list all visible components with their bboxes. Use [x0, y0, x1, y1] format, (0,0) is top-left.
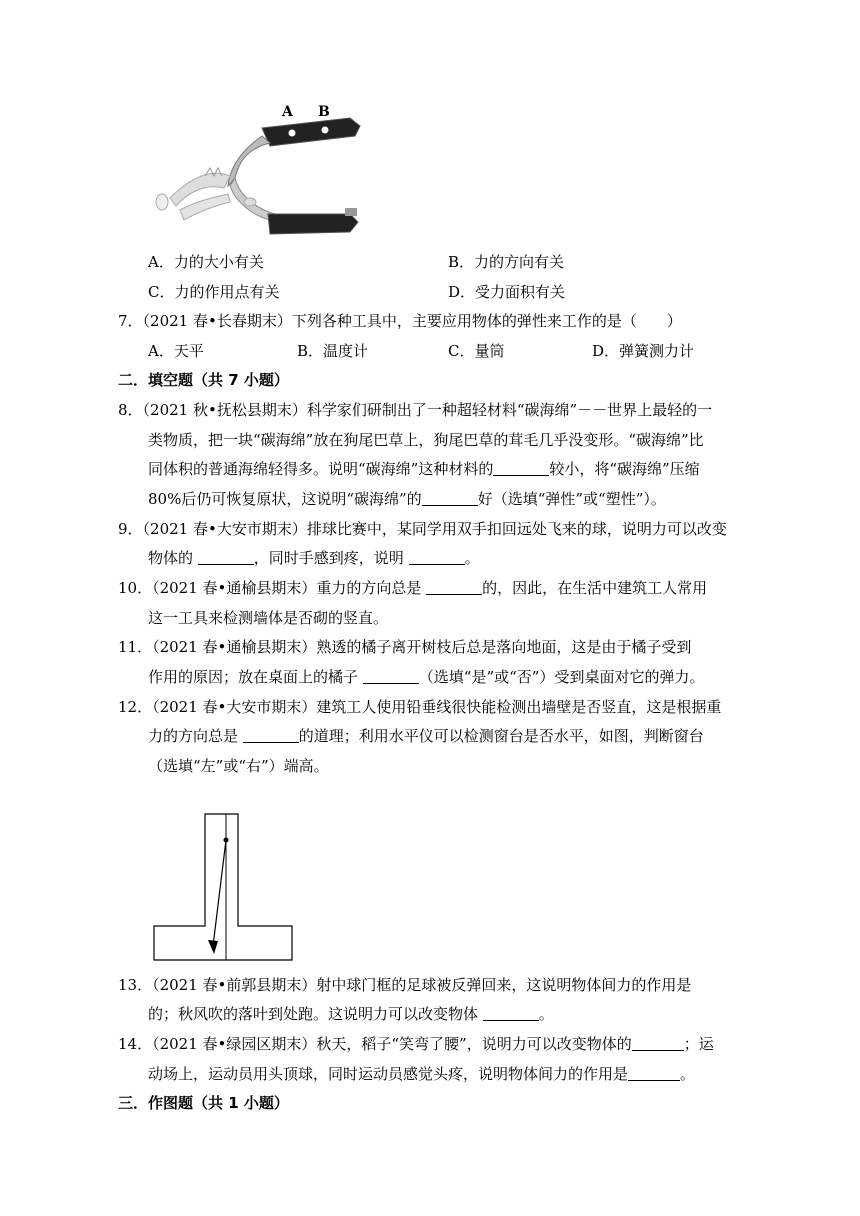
- q14-line-2-b: 。: [680, 1065, 696, 1083]
- q7-stem: 7．（2021 春•长春期末）下列各种工具中，主要应用物体的弹性来工作的是（ ）: [118, 312, 682, 330]
- pliers-figure: [150, 98, 370, 248]
- answer-blank: [363, 668, 419, 684]
- section-3-title: 三．作图题（共 1 小题）: [118, 1094, 289, 1112]
- q9-line-2-a: 物体的: [148, 549, 198, 567]
- q6-option-d: D．受力面积有关: [448, 283, 566, 301]
- q9-line-1: 9．（2021 春•大安市期末）排球比赛中，某同学用双手扣回远处飞来的球，说明力可以改变: [118, 520, 727, 538]
- q14-line-1-a: 14．（2021 春•绿园区期末）秋天，稻子“笑弯了腰”，说明力可以改变物体的: [118, 1035, 632, 1053]
- q7-option-b: B．温度计: [297, 342, 369, 360]
- q6-option-c: C．力的作用点有关: [148, 283, 280, 301]
- q13-line-2-a: 的；秋风吹的落叶到处跑。这说明力可以改变物体: [148, 1005, 483, 1023]
- q8-line-4: [148, 489, 666, 509]
- answer-blank: [483, 1005, 539, 1021]
- q8-line-3: [148, 459, 700, 479]
- answer-blank: [493, 460, 549, 476]
- q14-line-1: [118, 1034, 714, 1054]
- answer-blank: [426, 579, 482, 595]
- q7-option-d: D．弹簧测力计: [592, 342, 695, 360]
- q8-line-1: 8．（2021 秋•抚松县期末）科学家们研制出了一种超轻材料“碳海绵”－－世界上最轻的一: [118, 401, 713, 419]
- q10-line-1-a: 10．（2021 春•通榆县期末）重力的方向总是: [118, 579, 427, 597]
- q14-line-1-b: ；运: [683, 1035, 714, 1053]
- answer-blank: [628, 1065, 680, 1081]
- q7-option-c: C．量筒: [448, 342, 505, 360]
- q9-line-2: [148, 548, 480, 568]
- q8-line-4-a: 80%后仍可恢复原状，这说明“碳海绵”的: [148, 490, 422, 508]
- answer-blank: [243, 727, 299, 743]
- q8-line-4-b: 好（选填“弹性”或“塑性”）。: [477, 490, 666, 508]
- q11-line-2: [148, 667, 704, 687]
- q9-line-2-b: ，同时手感到疼，说明: [253, 549, 409, 567]
- q13-line-1: 13．（2021 春•前郭县期末）射中球门框的足球被反弹回来，这说明物体间力的作用是: [118, 976, 692, 994]
- q9-line-2-c: 。: [464, 549, 480, 567]
- q7-option-a: A．天平: [148, 342, 204, 360]
- answer-blank: [422, 490, 478, 506]
- q6-option-a: A．力的大小有关: [148, 253, 264, 271]
- q12-line-2: [148, 726, 704, 746]
- q8-line-3-b: 较小，将“碳海绵”压缩: [549, 460, 700, 478]
- q10-line-1-b: 的，因此，在生活中建筑工人常用: [482, 579, 708, 597]
- q14-line-2: [148, 1064, 695, 1084]
- section-2-title: 二．填空题（共 7 小题）: [118, 371, 289, 389]
- q11-line-2-a: 作用的原因；放在桌面上的橘子: [148, 668, 363, 686]
- q12-line-2-b: 的道理；利用水平仪可以检测窗台是否水平，如图，判断窗台: [298, 727, 704, 745]
- q6-option-b: B．力的方向有关: [448, 253, 565, 271]
- answer-blank: [198, 549, 254, 565]
- q10-line-1: [118, 578, 707, 598]
- q13-line-2-b: 。: [538, 1005, 554, 1023]
- q8-line-3-a: 同体积的普通海绵轻得多。说明“碳海绵”这种材料的: [148, 460, 494, 478]
- q14-line-2-a: 动场上，运动员用头顶球，同时运动员感觉头疼，说明物体间力的作用是: [148, 1065, 629, 1083]
- q12-line-2-a: 力的方向总是: [148, 727, 243, 745]
- pliers-label-b: B: [318, 104, 330, 120]
- q11-line-1: 11．（2021 春•通榆县期末）熟透的橘子离开树枝后总是落向地面，这是由于橘子受到: [118, 638, 692, 656]
- q12-line-3: （选填“左”或“右”）端高。: [148, 757, 329, 775]
- q8-line-2: 类物质，把一块“碳海绵”放在狗尾巴草上，狗尾巴草的茸毛几乎没变形。“碳海绵”比: [148, 431, 704, 449]
- q13-line-2: [148, 1004, 554, 1024]
- spirit-level-figure: [150, 810, 300, 965]
- q12-line-1: 12．（2021 春•大安市期末）建筑工人使用铅垂线很快能检测出墙壁是否竖直，这是根据重: [118, 698, 722, 716]
- answer-blank: [632, 1035, 684, 1051]
- q11-line-2-b: （选填“是”或“否”）受到桌面对它的弹力。: [418, 668, 705, 686]
- answer-blank: [409, 549, 465, 565]
- q10-line-2: 这一工具来检测墙体是否砌的竖直。: [148, 609, 389, 627]
- pliers-label-a: A: [282, 104, 293, 120]
